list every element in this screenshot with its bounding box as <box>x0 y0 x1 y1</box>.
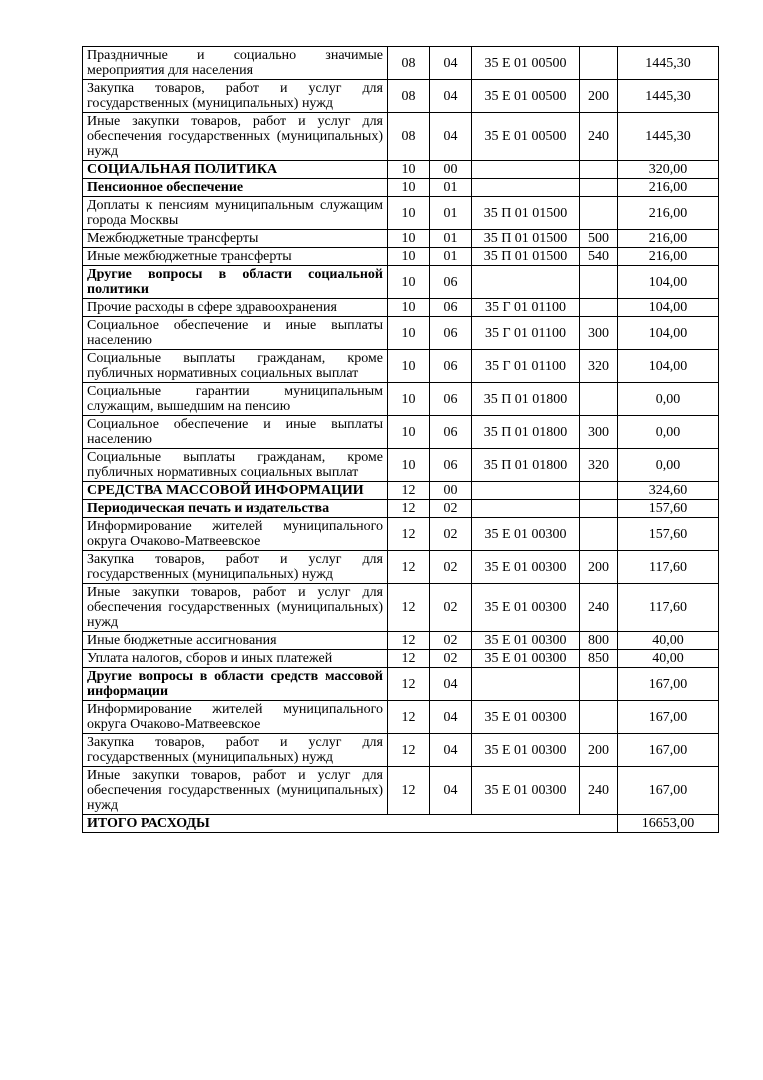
row-subsection-cell: 02 <box>430 584 472 632</box>
table-row <box>83 734 719 767</box>
table-row <box>83 161 719 179</box>
row-amount-cell: 216,00 <box>618 248 719 266</box>
row-subsection-cell: 02 <box>430 518 472 551</box>
row-section-cell: 12 <box>388 551 430 584</box>
row-section-cell: 10 <box>388 266 430 299</box>
row-target-article-cell: 35 Е 01 00500 <box>472 80 580 113</box>
row-name-cell: Прочие расходы в сфере здравоохранения <box>83 299 388 317</box>
row-subsection-cell: 06 <box>430 299 472 317</box>
row-target-article-cell: 35 Е 01 00300 <box>472 632 580 650</box>
row-name-cell: Информирование жителей муниципального округа Очаково-Матвеевское <box>83 701 388 734</box>
row-section-cell: 10 <box>388 317 430 350</box>
row-amount-cell: 1445,30 <box>618 80 719 113</box>
row-subsection-cell: 04 <box>430 734 472 767</box>
table-row <box>83 350 719 383</box>
row-target-article-cell <box>472 668 580 701</box>
row-target-article-cell: 35 Е 01 00300 <box>472 584 580 632</box>
row-expense-type-cell: 240 <box>580 113 618 161</box>
row-expense-type-cell <box>580 518 618 551</box>
table-row <box>83 584 719 632</box>
row-subsection-cell: 02 <box>430 632 472 650</box>
row-section-cell: 08 <box>388 80 430 113</box>
row-expense-type-cell: 300 <box>580 317 618 350</box>
table-row <box>83 449 719 482</box>
row-amount-cell: 1445,30 <box>618 47 719 80</box>
row-name-cell: Иные закупки товаров, работ и услуг для обеспечения государственных (муниципальных) нужд <box>83 767 388 815</box>
row-subsection-cell: 04 <box>430 701 472 734</box>
row-amount-cell: 117,60 <box>618 551 719 584</box>
row-name-cell: Иные закупки товаров, работ и услуг для обеспечения государственных (муниципальных) нужд <box>83 113 388 161</box>
row-name-cell: Социальные выплаты гражданам, кроме публичных нормативных социальных выплат <box>83 350 388 383</box>
row-amount-cell: 167,00 <box>618 668 719 701</box>
row-expense-type-cell <box>580 668 618 701</box>
row-expense-type-cell: 300 <box>580 416 618 449</box>
row-target-article-cell <box>472 500 580 518</box>
row-name-cell: Закупка товаров, работ и услуг для государственных (муниципальных) нужд <box>83 734 388 767</box>
row-name-cell: Иные бюджетные ассигнования <box>83 632 388 650</box>
row-expense-type-cell <box>580 701 618 734</box>
row-name-cell: Праздничные и социально значимые мероприятия для населения <box>83 47 388 80</box>
row-expense-type-cell: 800 <box>580 632 618 650</box>
row-section-cell: 08 <box>388 47 430 80</box>
row-name-cell: Социальное обеспечение и иные выплаты населению <box>83 416 388 449</box>
row-subsection-cell: 00 <box>430 161 472 179</box>
row-expense-type-cell <box>580 161 618 179</box>
row-expense-type-cell <box>580 383 618 416</box>
row-name-cell: Социальные выплаты гражданам, кроме публичных нормативных социальных выплат <box>83 449 388 482</box>
table-row <box>83 482 719 500</box>
row-target-article-cell: 35 П 01 01800 <box>472 383 580 416</box>
row-section-cell: 10 <box>388 230 430 248</box>
row-section-cell: 12 <box>388 500 430 518</box>
row-expense-type-cell <box>580 266 618 299</box>
table-row <box>83 701 719 734</box>
row-name-cell: СОЦИАЛЬНАЯ ПОЛИТИКА <box>83 161 388 179</box>
row-expense-type-cell: 200 <box>580 80 618 113</box>
row-section-cell: 12 <box>388 632 430 650</box>
row-name-cell: СРЕДСТВА МАССОВОЙ ИНФОРМАЦИИ <box>83 482 388 500</box>
row-subsection-cell: 02 <box>430 650 472 668</box>
row-amount-cell: 167,00 <box>618 701 719 734</box>
row-name-cell: Пенсионное обеспечение <box>83 179 388 197</box>
row-expense-type-cell <box>580 500 618 518</box>
row-section-cell: 12 <box>388 650 430 668</box>
row-target-article-cell: 35 Е 01 00300 <box>472 767 580 815</box>
row-amount-cell: 117,60 <box>618 584 719 632</box>
row-amount-cell: 40,00 <box>618 632 719 650</box>
row-amount-cell: 216,00 <box>618 197 719 230</box>
row-subsection-cell: 04 <box>430 80 472 113</box>
row-amount-cell: 104,00 <box>618 350 719 383</box>
row-expense-type-cell <box>580 47 618 80</box>
row-target-article-cell: 35 Г 01 01100 <box>472 299 580 317</box>
table-row <box>83 197 719 230</box>
row-target-article-cell: 35 П 01 01500 <box>472 248 580 266</box>
row-amount-cell: 320,00 <box>618 161 719 179</box>
row-section-cell: 10 <box>388 179 430 197</box>
row-name-cell: Уплата налогов, сборов и иных платежей <box>83 650 388 668</box>
row-target-article-cell: 35 П 01 01800 <box>472 449 580 482</box>
row-section-cell: 10 <box>388 197 430 230</box>
row-expense-type-cell: 850 <box>580 650 618 668</box>
row-target-article-cell <box>472 161 580 179</box>
row-target-article-cell: 35 Г 01 01100 <box>472 350 580 383</box>
row-subsection-cell: 01 <box>430 248 472 266</box>
row-amount-cell: 0,00 <box>618 416 719 449</box>
row-name-cell: Закупка товаров, работ и услуг для государственных (муниципальных) нужд <box>83 80 388 113</box>
row-name-cell: Социальные гарантии муниципальным служащим, вышедшим на пенсию <box>83 383 388 416</box>
row-name-cell: Другие вопросы в области средств массовой информации <box>83 668 388 701</box>
table-row <box>83 248 719 266</box>
table-row <box>83 266 719 299</box>
row-section-cell: 10 <box>388 383 430 416</box>
row-subsection-cell: 04 <box>430 113 472 161</box>
row-expense-type-cell: 500 <box>580 230 618 248</box>
row-name-cell: Другие вопросы в области социальной политики <box>83 266 388 299</box>
table-row <box>83 518 719 551</box>
row-amount-cell: 167,00 <box>618 734 719 767</box>
row-subsection-cell: 02 <box>430 500 472 518</box>
row-expense-type-cell: 320 <box>580 449 618 482</box>
row-target-article-cell: 35 Г 01 01100 <box>472 317 580 350</box>
budget-table <box>82 46 719 833</box>
row-target-article-cell: 35 Е 01 00300 <box>472 650 580 668</box>
row-amount-cell: 40,00 <box>618 650 719 668</box>
row-section-cell: 12 <box>388 482 430 500</box>
row-expense-type-cell: 540 <box>580 248 618 266</box>
row-section-cell: 12 <box>388 518 430 551</box>
row-target-article-cell <box>472 179 580 197</box>
row-target-article-cell: 35 П 01 01800 <box>472 416 580 449</box>
row-section-cell: 12 <box>388 584 430 632</box>
table-row <box>83 80 719 113</box>
row-name-cell: Иные межбюджетные трансферты <box>83 248 388 266</box>
row-section-cell: 12 <box>388 701 430 734</box>
row-expense-type-cell: 200 <box>580 551 618 584</box>
row-expense-type-cell: 200 <box>580 734 618 767</box>
row-expense-type-cell: 240 <box>580 584 618 632</box>
row-subsection-cell: 01 <box>430 179 472 197</box>
table-row <box>83 299 719 317</box>
row-section-cell: 10 <box>388 248 430 266</box>
row-section-cell: 12 <box>388 668 430 701</box>
row-amount-cell: 216,00 <box>618 179 719 197</box>
row-amount-cell: 104,00 <box>618 299 719 317</box>
row-expense-type-cell: 320 <box>580 350 618 383</box>
row-target-article-cell: 35 Е 01 00300 <box>472 518 580 551</box>
row-subsection-cell: 06 <box>430 416 472 449</box>
row-amount-cell: 104,00 <box>618 266 719 299</box>
row-amount-cell: 0,00 <box>618 449 719 482</box>
table-row <box>83 668 719 701</box>
table-row <box>83 230 719 248</box>
row-expense-type-cell <box>580 197 618 230</box>
row-amount-cell: 216,00 <box>618 230 719 248</box>
row-target-article-cell <box>472 482 580 500</box>
row-amount-cell: 324,60 <box>618 482 719 500</box>
row-subsection-cell: 04 <box>430 668 472 701</box>
row-target-article-cell: 35 Е 01 00300 <box>472 551 580 584</box>
budget-table-body <box>83 47 719 833</box>
row-target-article-cell: 35 П 01 01500 <box>472 197 580 230</box>
row-target-article-cell <box>472 266 580 299</box>
row-name-cell: Межбюджетные трансферты <box>83 230 388 248</box>
table-row <box>83 383 719 416</box>
row-name-cell: Закупка товаров, работ и услуг для государственных (муниципальных) нужд <box>83 551 388 584</box>
row-section-cell: 10 <box>388 161 430 179</box>
row-amount-cell: 157,60 <box>618 518 719 551</box>
row-name-cell: Социальное обеспечение и иные выплаты населению <box>83 317 388 350</box>
row-amount-cell: 104,00 <box>618 317 719 350</box>
row-section-cell: 10 <box>388 299 430 317</box>
row-subsection-cell: 06 <box>430 317 472 350</box>
row-amount-cell: 157,60 <box>618 500 719 518</box>
row-section-cell: 10 <box>388 350 430 383</box>
total-row <box>83 815 719 833</box>
row-name-cell: Доплаты к пенсиям муниципальным служащим города Москвы <box>83 197 388 230</box>
table-row <box>83 179 719 197</box>
row-target-article-cell: 35 Е 01 00500 <box>472 113 580 161</box>
table-row <box>83 317 719 350</box>
row-subsection-cell: 04 <box>430 47 472 80</box>
row-expense-type-cell <box>580 179 618 197</box>
table-row <box>83 113 719 161</box>
row-section-cell: 12 <box>388 767 430 815</box>
row-name-cell: Периодическая печать и издательства <box>83 500 388 518</box>
row-subsection-cell: 02 <box>430 551 472 584</box>
total-amount: 16653,00 <box>618 815 719 833</box>
row-section-cell: 08 <box>388 113 430 161</box>
row-target-article-cell: 35 П 01 01500 <box>472 230 580 248</box>
row-section-cell: 10 <box>388 416 430 449</box>
row-name-cell: Иные закупки товаров, работ и услуг для обеспечения государственных (муниципальных) нужд <box>83 584 388 632</box>
table-row <box>83 632 719 650</box>
row-expense-type-cell <box>580 482 618 500</box>
table-row <box>83 47 719 80</box>
row-subsection-cell: 06 <box>430 266 472 299</box>
row-subsection-cell: 01 <box>430 197 472 230</box>
row-section-cell: 12 <box>388 734 430 767</box>
table-row <box>83 551 719 584</box>
row-amount-cell: 0,00 <box>618 383 719 416</box>
row-subsection-cell: 06 <box>430 449 472 482</box>
row-section-cell: 10 <box>388 449 430 482</box>
total-label: ИТОГО РАСХОДЫ <box>83 815 618 833</box>
table-row <box>83 416 719 449</box>
row-target-article-cell: 35 Е 01 00500 <box>472 47 580 80</box>
row-name-cell: Информирование жителей муниципального округа Очаково-Матвеевское <box>83 518 388 551</box>
row-subsection-cell: 06 <box>430 383 472 416</box>
table-row <box>83 500 719 518</box>
row-subsection-cell: 01 <box>430 230 472 248</box>
table-row <box>83 767 719 815</box>
row-subsection-cell: 06 <box>430 350 472 383</box>
row-expense-type-cell: 240 <box>580 767 618 815</box>
row-amount-cell: 167,00 <box>618 767 719 815</box>
row-target-article-cell: 35 Е 01 00300 <box>472 701 580 734</box>
row-amount-cell: 1445,30 <box>618 113 719 161</box>
row-target-article-cell: 35 Е 01 00300 <box>472 734 580 767</box>
table-row <box>83 650 719 668</box>
row-expense-type-cell <box>580 299 618 317</box>
row-subsection-cell: 04 <box>430 767 472 815</box>
row-subsection-cell: 00 <box>430 482 472 500</box>
